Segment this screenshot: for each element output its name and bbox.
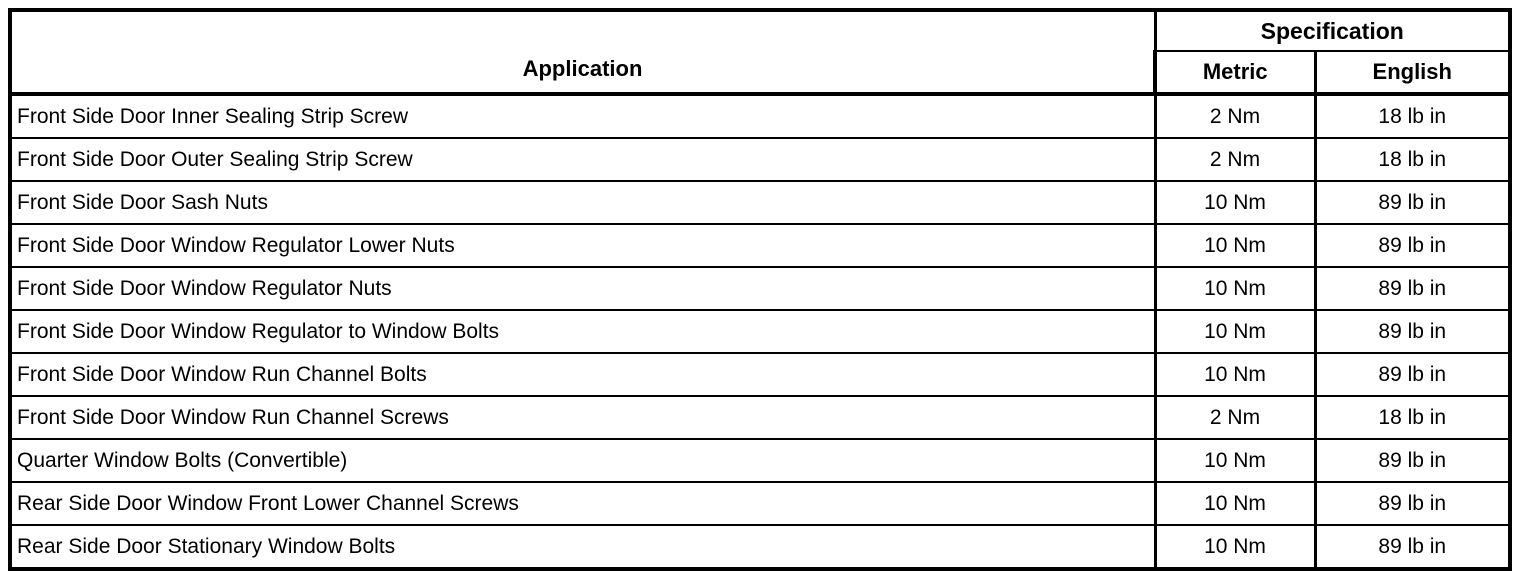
application-cell: Front Side Door Outer Sealing Strip Screw <box>10 138 1155 181</box>
english-cell: 89 lb in <box>1315 439 1510 482</box>
english-header: English <box>1315 51 1510 94</box>
table-row <box>10 353 1510 396</box>
metric-cell: 10 Nm <box>1155 267 1315 310</box>
table-row <box>10 439 1510 482</box>
table-row <box>10 224 1510 267</box>
english-cell: 89 lb in <box>1315 181 1510 224</box>
metric-cell: 10 Nm <box>1155 224 1315 267</box>
english-cell: 89 lb in <box>1315 310 1510 353</box>
header-row-top <box>10 10 1510 51</box>
application-cell: Front Side Door Window Regulator Nuts <box>10 267 1155 310</box>
metric-cell: 10 Nm <box>1155 310 1315 353</box>
english-cell: 89 lb in <box>1315 267 1510 310</box>
application-cell: Front Side Door Window Regulator Lower Nuts <box>10 224 1155 267</box>
application-cell: Front Side Door Window Run Channel Screws <box>10 396 1155 439</box>
english-cell: 18 lb in <box>1315 138 1510 181</box>
table-row <box>10 267 1510 310</box>
spec-table-body <box>10 94 1510 569</box>
table-row <box>10 94 1510 138</box>
table-row <box>10 310 1510 353</box>
metric-cell: 2 Nm <box>1155 94 1315 138</box>
application-cell: Rear Side Door Stationary Window Bolts <box>10 525 1155 569</box>
metric-cell: 10 Nm <box>1155 181 1315 224</box>
metric-cell: 2 Nm <box>1155 138 1315 181</box>
specification-header: Specification <box>1155 10 1510 51</box>
application-header: Application <box>10 10 1155 94</box>
table-row <box>10 396 1510 439</box>
english-cell: 89 lb in <box>1315 353 1510 396</box>
application-cell: Front Side Door Sash Nuts <box>10 181 1155 224</box>
table-row <box>10 482 1510 525</box>
torque-spec-table <box>8 8 1512 571</box>
application-cell: Rear Side Door Window Front Lower Channel Screws <box>10 482 1155 525</box>
application-cell: Front Side Door Window Regulator to Window Bolts <box>10 310 1155 353</box>
english-cell: 18 lb in <box>1315 396 1510 439</box>
application-cell: Front Side Door Window Run Channel Bolts <box>10 353 1155 396</box>
english-cell: 89 lb in <box>1315 525 1510 569</box>
english-cell: 89 lb in <box>1315 224 1510 267</box>
metric-cell: 10 Nm <box>1155 525 1315 569</box>
table-row <box>10 525 1510 569</box>
english-cell: 18 lb in <box>1315 94 1510 138</box>
table-row <box>10 181 1510 224</box>
english-cell: 89 lb in <box>1315 482 1510 525</box>
metric-cell: 10 Nm <box>1155 482 1315 525</box>
application-cell: Quarter Window Bolts (Convertible) <box>10 439 1155 482</box>
table-row <box>10 138 1510 181</box>
metric-cell: 10 Nm <box>1155 353 1315 396</box>
metric-cell: 2 Nm <box>1155 396 1315 439</box>
metric-cell: 10 Nm <box>1155 439 1315 482</box>
metric-header: Metric <box>1155 51 1315 94</box>
application-cell: Front Side Door Inner Sealing Strip Screw <box>10 94 1155 138</box>
